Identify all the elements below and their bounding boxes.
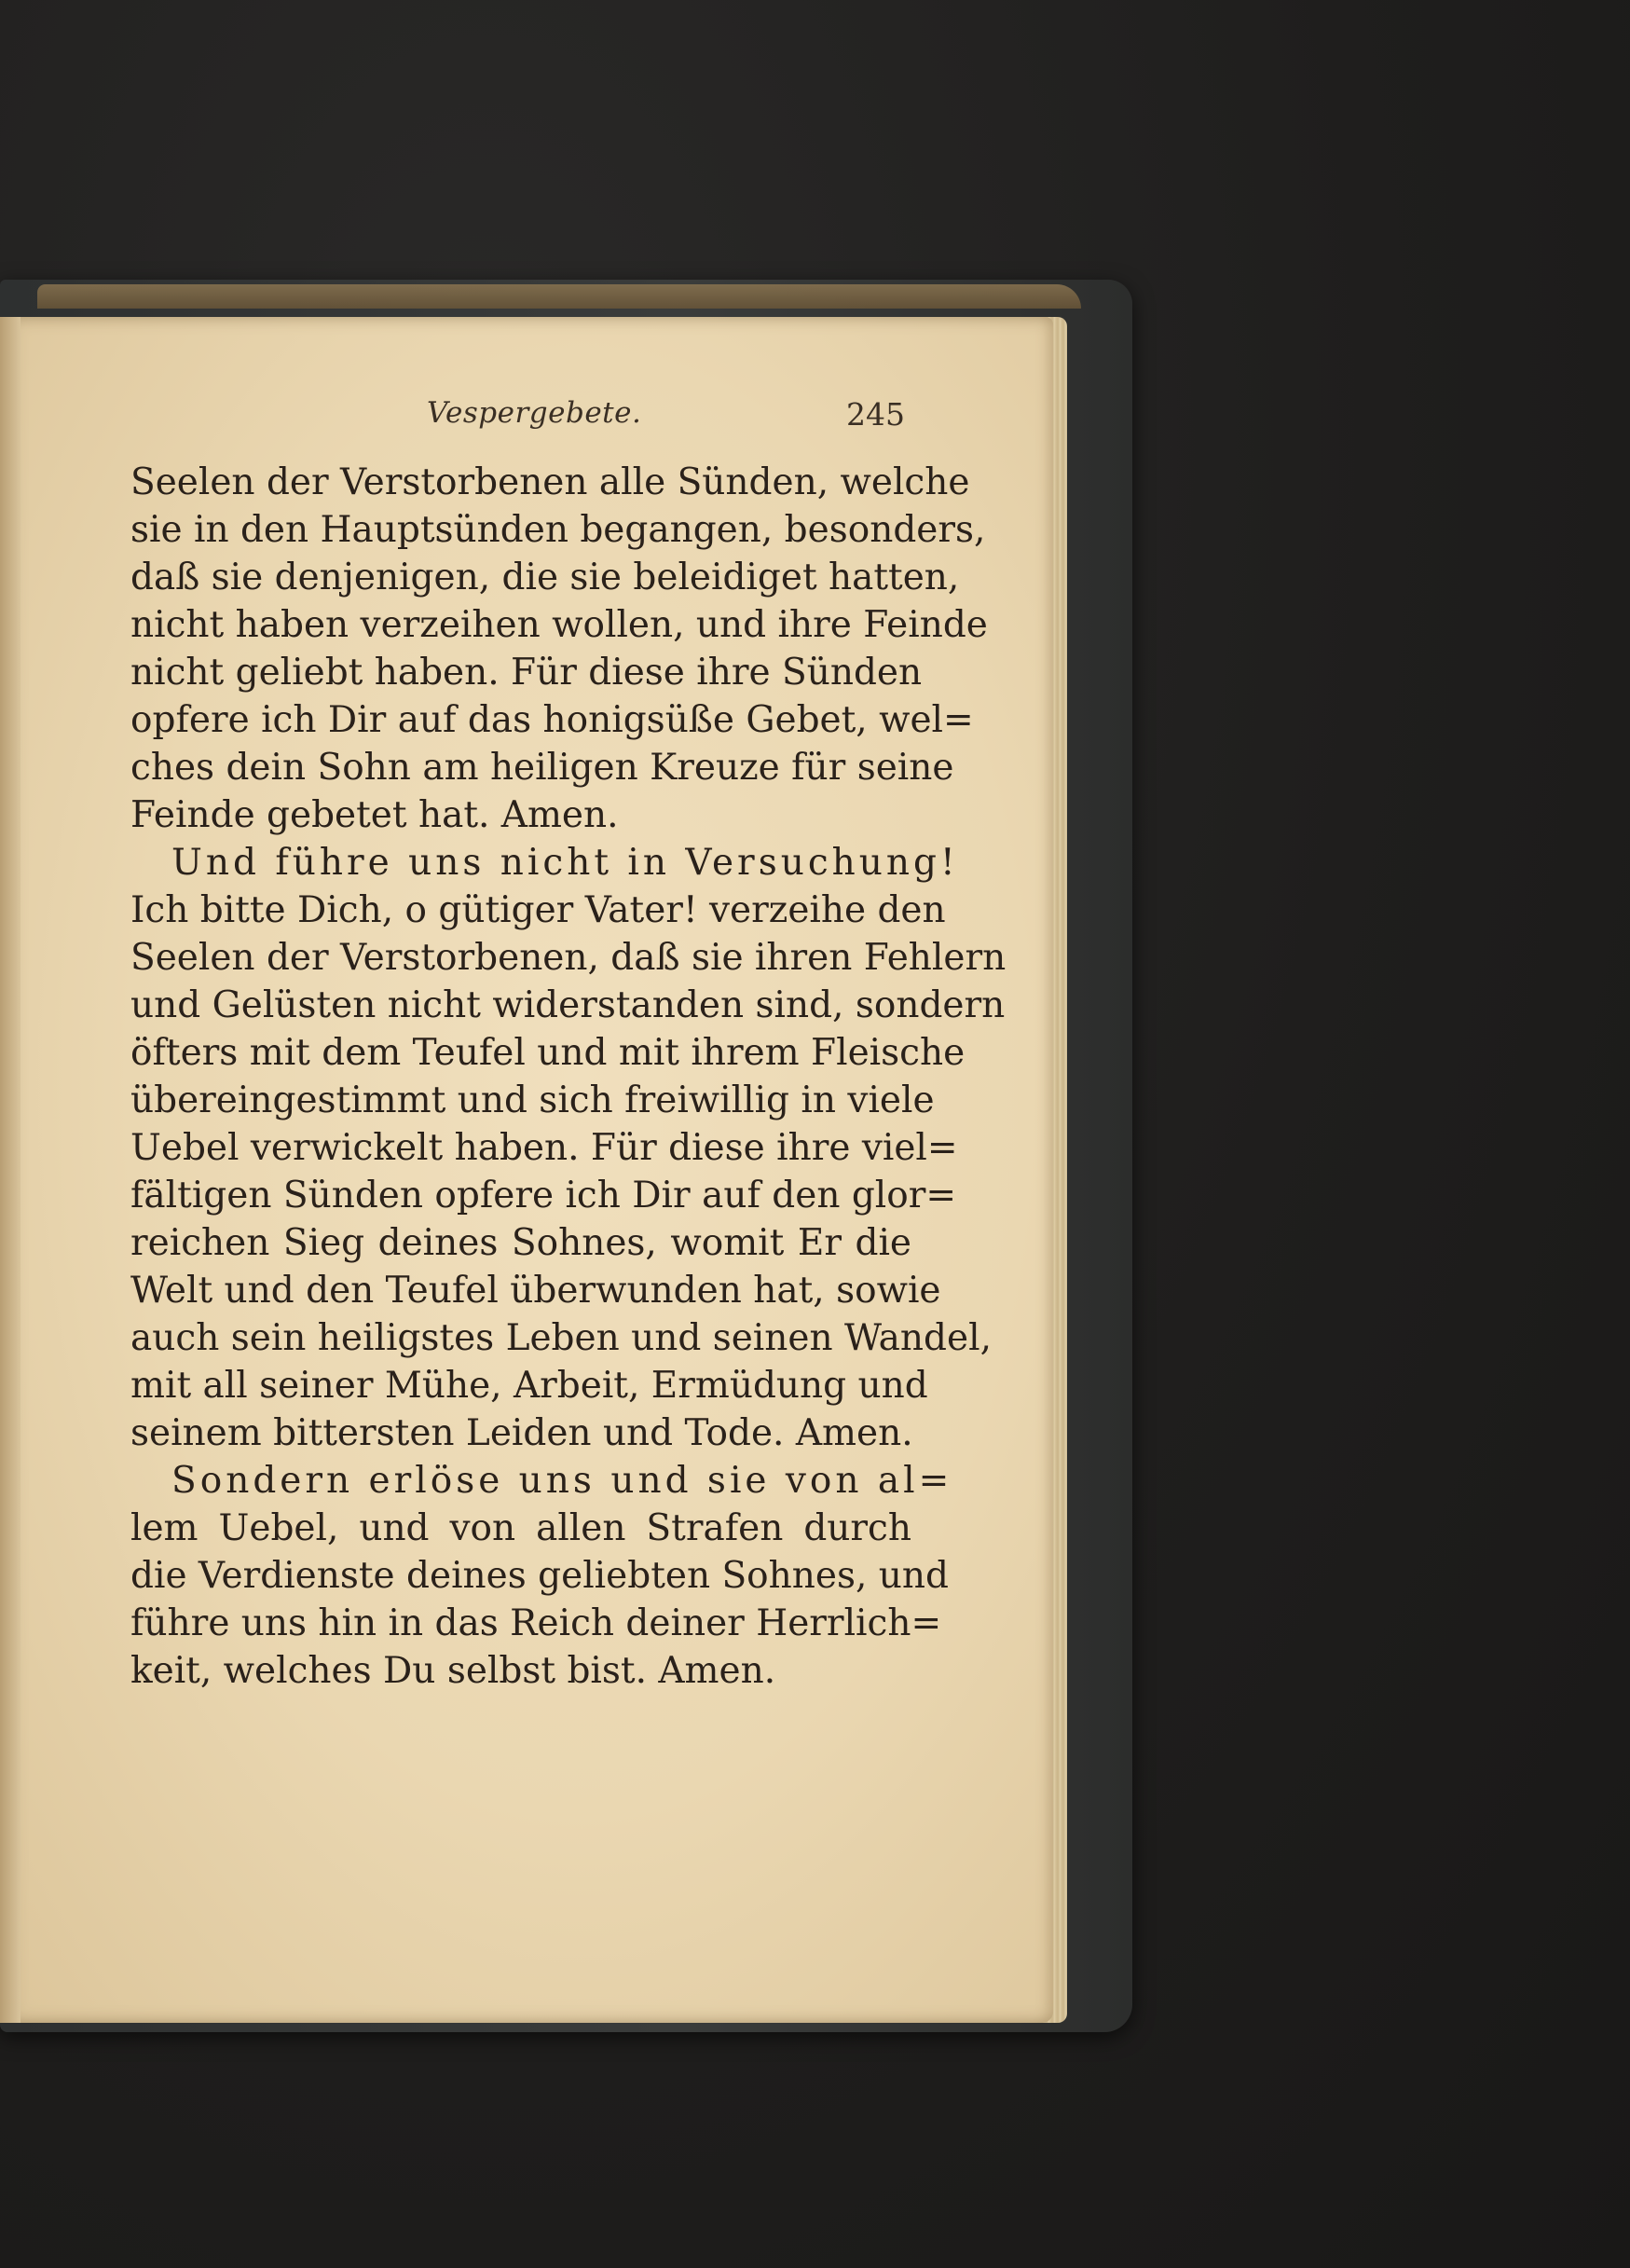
text-line: Feinde gebetet hat. Amen. (130, 794, 619, 836)
text-line: lem Uebel, und von allen Strafen durch (130, 1507, 911, 1549)
text-line: ches dein Sohn am heiligen Kreuze für seine (130, 747, 954, 789)
text-line: öfters mit dem Teufel und mit ihrem Fleische (130, 1032, 966, 1074)
body-text (130, 459, 1007, 1695)
text-line: und Gelüsten nicht widerstanden sind, sondern (130, 984, 1006, 1026)
book-cover-top-edge (37, 284, 1081, 309)
text-line: opfere ich Dir auf das honigsüße Gebet, wel= (130, 699, 974, 741)
text-line: nicht geliebt haben. Für diese ihre Sünden (130, 652, 923, 694)
page-number: 245 (846, 396, 905, 433)
text-line: übereingestimmt und sich freiwillig in viele (130, 1079, 935, 1121)
running-title: Vespergebete. (427, 396, 642, 430)
text-line: Seelen der Verstorbenen alle Sünden, welche (130, 461, 970, 503)
text-line: Seelen der Verstorbenen, daß sie ihren Fehlern (130, 937, 1007, 979)
text-line: Ich bitte Dich, o gütiger Vater! verzeihe den (130, 889, 946, 931)
page-gutter (0, 317, 21, 2023)
text-line: Sondern erlöse uns und sie von al= (171, 1460, 953, 1502)
text-line: keit, welches Du selbst bist. Amen. (130, 1650, 776, 1692)
text-line: die Verdienste deines geliebten Sohnes, und (130, 1555, 949, 1597)
text-line: fältigen Sünden opfere ich Dir auf den glor= (130, 1175, 957, 1216)
text-line: Und führe uns nicht in Versuchung! (171, 842, 959, 884)
text-line: sie in den Hauptsünden begangen, besonders, (130, 509, 986, 551)
text-line: auch sein heiligstes Leben und seinen Wandel, (130, 1317, 992, 1359)
text-line: führe uns hin in das Reich deiner Herrlich= (130, 1602, 942, 1644)
text-line: Uebel verwickelt haben. Für diese ihre viel= (130, 1127, 958, 1169)
text-line: mit all seiner Mühe, Arbeit, Ermüdung und (130, 1365, 928, 1407)
text-line: daß sie denjenigen, die sie beleidiget hatten, (130, 557, 960, 598)
text-line: nicht haben verzeihen wollen, und ihre Feinde (130, 604, 988, 646)
text-line: Welt und den Teufel überwunden hat, sowie (130, 1270, 941, 1312)
text-line: seinem bittersten Leiden und Tode. Amen. (130, 1412, 913, 1454)
text-line: reichen Sieg deines Sohnes, womit Er die (130, 1222, 911, 1264)
running-head (0, 396, 1053, 433)
